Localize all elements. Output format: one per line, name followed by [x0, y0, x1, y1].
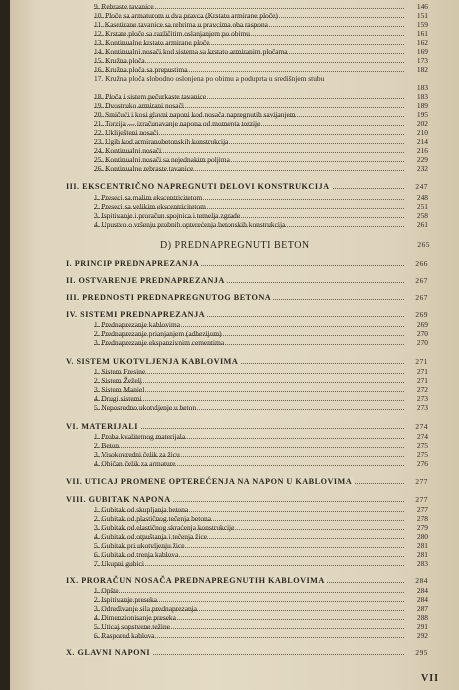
toc-entry: 12. Krstate ploče sa različitim oslanjanjem po obimu 161	[94, 29, 428, 38]
section-heading: VIII. GUBITAK NAPONA 277	[66, 495, 428, 504]
section-heading: III. PREDNOSTI PREDNAPREGNUTOG BETONA 267	[66, 293, 428, 302]
toc-entry: 2. Sistem Žeželj 271	[94, 376, 428, 385]
toc-entry: 4. Upustvo o vršenju probnih opterećenja betonskih konstrukcija 261	[94, 220, 428, 229]
toc-entry: 5. Neposredno ukotvljenje u beton 273	[94, 403, 428, 412]
toc-entry: 3. Određivanje sila prednaprezanja 287	[94, 604, 428, 613]
toc-entry: 10. Ploče sa armaturom u dva pravca (Krstato armirane ploče) 151	[94, 11, 428, 20]
toc-entry: 21. Torzija — izračunavanje napona od momenta torzije 202	[94, 119, 428, 128]
toc-entry: 20. Smičući i kosi glavni naponi kod nosača napregnutih savijanjem 195	[94, 110, 428, 119]
toc-entry: 15. Kružna ploča 173	[94, 56, 428, 65]
toc-entry: 6. Raspored kablova 292	[94, 631, 428, 640]
toc-entry: 11. Kasetirane tavanice sa rebrima u pravcima oba raspona 159	[94, 20, 428, 29]
toc-entry: 3. Prednaprezanje ekspanzivnim cementima 270	[94, 338, 428, 347]
toc-entry: 6. Gubitak od trenja kablova 281	[94, 550, 428, 559]
toc-entry: 22. Ukliješteni nosači 210	[94, 128, 428, 137]
section-heading: IV. SISTEMI PREDNAPREZANJA 269	[66, 310, 428, 319]
section-heading: VI. MATERIJALI 274	[66, 422, 428, 431]
toc-entry: 1. Preseci sa malim ekscentricitetom 248	[94, 193, 428, 202]
toc-entry: 2. Ispitivanje preseka 284	[94, 595, 428, 604]
toc-entry: 3. Sistem Maniel 272	[94, 385, 428, 394]
toc-entry: 13. Kontinualne krstato armirane ploče 162	[94, 38, 428, 47]
section-heading: V. SISTEM UKOTVLJENJA KABLOVIMA 271	[66, 357, 428, 366]
toc-entry: 1. Opšte 284	[94, 586, 428, 595]
toc-entry: 2. Gubitak od plastičnog tečenja betona 278	[94, 514, 428, 523]
toc-entry: 1. Proba kvalitetnog materijala 274	[94, 432, 428, 441]
toc-entry: 3. Gubitak od elastičnog skraćenja konstrukcije 279	[94, 523, 428, 532]
toc-entry: 5. Gubitak pri ukotvljenju žice 281	[94, 541, 428, 550]
toc-entry: 2. Prednaprezanje prianjanjem (adhezijom) 270	[94, 329, 428, 338]
section-heading: VII. UTICAJ PROMENE OPTEREĆENJA NA NAPON U KABLOVIMA 277	[66, 477, 428, 486]
toc-entry: 5. Uticaj sopstvene težine 291	[94, 622, 428, 631]
toc-entry: 7. Ukupni gubici 283	[94, 559, 428, 568]
toc-entry: 2. Preseci sa velikim ekscentricitetom 251	[94, 202, 428, 211]
toc-entry: 4. Gubitak od otpuštanja i tečenja žice 280	[94, 532, 428, 541]
toc-entry: 9. Rebraste tavanice 146	[94, 2, 428, 11]
section-heading: III. EKSCENTRIČNO NAPREGNUTI DELOVI KONSTRUKCIJA 247	[66, 182, 428, 191]
toc-entry: 2. Beton 275	[94, 441, 428, 450]
toc-entry: 14. Kontinualni nosači kod sistema sa krstato armiranim pločama 169	[94, 47, 428, 56]
toc-entry: 1. Prednaprezanje kablovima 269	[94, 320, 428, 329]
book-page	[10, 0, 459, 690]
part-title: D) PREDNAPREGNUTI BETON 265	[160, 240, 430, 251]
section-heading: I. PRINCIP PREDNAPREZANJA 266	[66, 259, 428, 268]
toc-entry: 17. Kružna ploča slobodno oslonjena po obimu a poduprta u središnjem stubu 183	[94, 74, 428, 92]
toc-entry: 25. Kontinualni nosači sa nejednakim poljima 229	[94, 155, 428, 164]
toc-entry: 4. Običan čelik za armature 276	[94, 459, 428, 468]
section-heading: II. OSTVARENJE PREDNAPREZANJA 267	[66, 276, 428, 285]
toc-entry: 1. Gubitak od skupljanja betona 277	[94, 505, 428, 514]
toc-entry: 4. Dimenzionisanje preseka 288	[94, 613, 428, 622]
section-heading: X. GLAVNI NAPONI 295	[66, 648, 428, 657]
toc-entry: 3. Ispitivanje i proračun spojnica i temelja zgrade 258	[94, 211, 428, 220]
toc-entry: 16. Kružna ploča sa prepustima 182	[94, 65, 428, 74]
toc-entry: 1. Sistem Fresine 271	[94, 367, 428, 376]
page-number: VII	[420, 673, 439, 684]
toc-entry: 23. Ugib kod armiranobetonskih konstrukcija 214	[94, 137, 428, 146]
toc-entry: 19. Dvostruko armirani nosači 189	[94, 101, 428, 110]
toc-entry: 3. Visokovredni čelik za žicu 275	[94, 450, 428, 459]
toc-entry: 26. Kontinualne rebraste tavanice 232	[94, 164, 428, 173]
toc-entry: 24. Kontinualni nosači 216	[94, 146, 428, 155]
toc-entry: 18. Ploča i sistem pečurkaste tavanice 183	[94, 92, 428, 101]
section-heading: IX. PRORAČUN NOSAČA PREDNAPREGNUTIH KABLOVIMA 284	[66, 576, 428, 585]
toc-entry: 4. Drugi sistemi 273	[94, 394, 428, 403]
